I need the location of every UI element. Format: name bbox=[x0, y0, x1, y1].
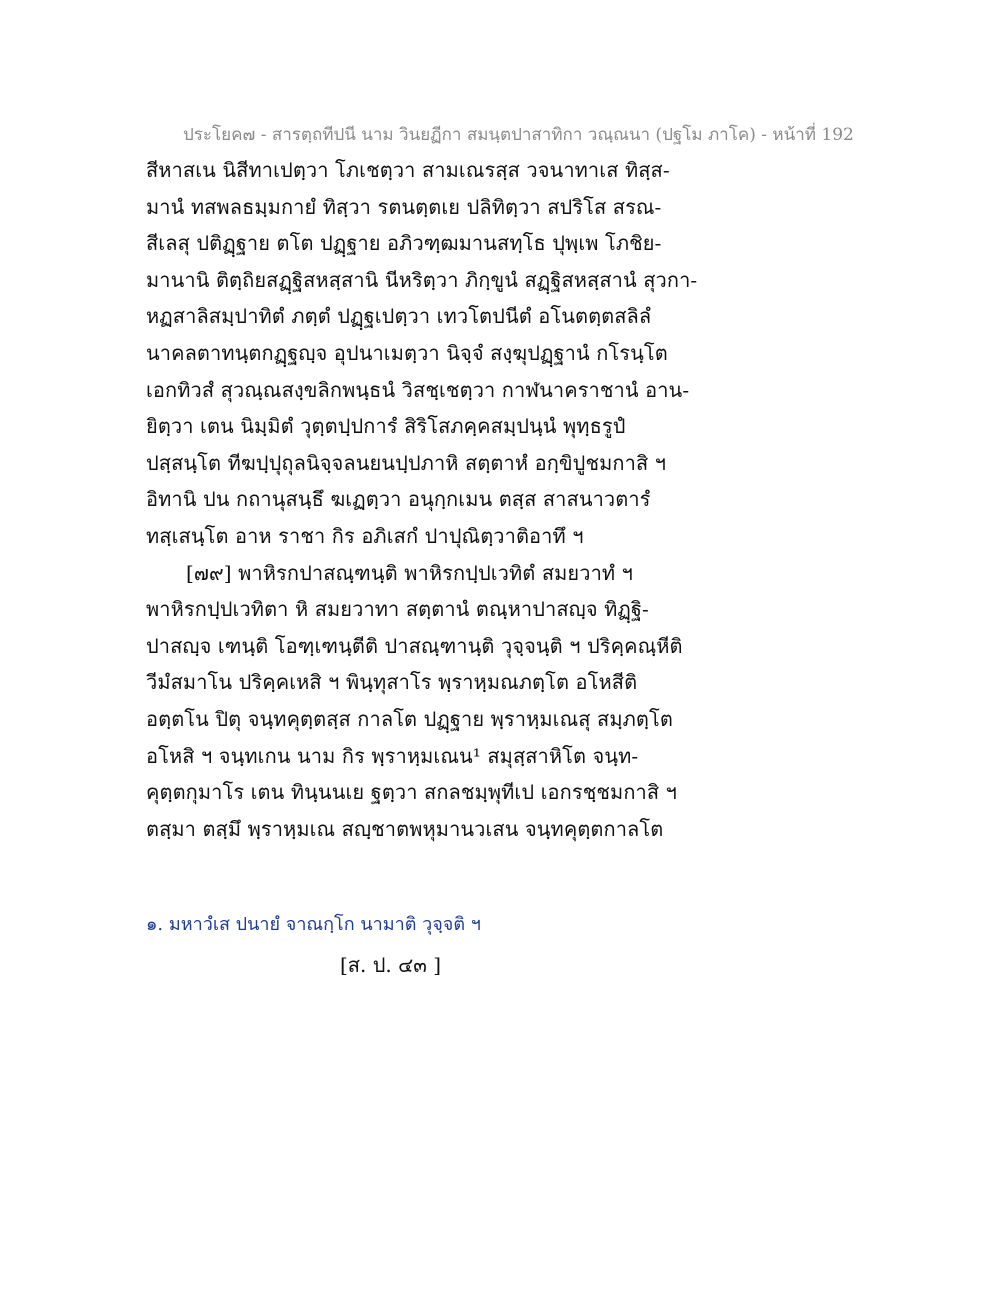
text-line: วีมํสมาโน ปริคฺคเหสิ ฯ พินฺทุสาโร พฺราหฺมณภตฺโต อโหสีติ bbox=[146, 670, 638, 695]
text-line: สีหาสเน นิสีทาเปตฺวา โภเชตฺวา สามเณรสฺส วจนาทาเส ทิสฺส- bbox=[146, 158, 670, 182]
text-line: เอกทิวสํ สุวณฺณสงฺขลิกพนฺธนํ วิสชฺเชตฺวา กาฬนาคราชานํ อาน- bbox=[146, 377, 690, 402]
body-text bbox=[146, 152, 706, 847]
page-reference: [ส. ป. ๔๓ ] bbox=[340, 953, 442, 977]
text-line: อโหสิ ฯ จนฺทเกน นาม กิร พฺราหฺมเณน¹ สมุสฺสาหิโต จนฺท- bbox=[146, 743, 639, 768]
text-line: พาหิรกปฺปเวทิตา หิ สมยวาทา สตฺตานํ ตณฺหาปาสญฺจ ทิฏฺฐิ- bbox=[146, 597, 649, 622]
text-line: มานานิ ติตฺถิยสฏฺฐิสหสฺสานิ นีหริตฺวา ภิกฺขูนํ สฏฺฐิสหสฺสานํ สุวกา- bbox=[146, 267, 698, 292]
running-header: ประโยค๗ - สารตฺถทีปนี นาม วินยฏีกา สมนฺตปาสาทิกา วณฺณนา (ปฐโม ภาโค) - หน้าที่ 192 bbox=[183, 125, 854, 145]
text-line: หฏสาลิสมฺปาทิตํ ภตฺตํ ปฏฺฐเปตฺวา เทวโตปนีตํ อโนตตฺตสลิลํ bbox=[146, 304, 652, 329]
text-line: อตฺตโน ปิตุ จนฺทคุตฺตสฺส กาลโต ปฏฺฐาย พฺราหฺมเณสุ สมฺภตฺโต bbox=[146, 706, 673, 731]
text-line: สีเลสุ ปติฏฺฐาย ตโต ปฏฺฐาย อภิวฑฺฒมานสทฺโธ ปุพฺเพ โภชิย- bbox=[146, 231, 662, 256]
text-line: มานํ ทสพลธมฺมกายํ ทิสฺวา รตนตฺตเย ปลิทิตฺวา สปริโส สรณ- bbox=[146, 194, 662, 219]
text-line: ปสฺสนฺโต ทีฆปฺปุถุลนิจฺจลนยนปฺปภาหิ สตฺตาหํ อกฺขิปูชมกาสิ ฯ bbox=[146, 450, 667, 475]
text-line: อิทานิ ปน กถานุสนฺธึ ฆเฏตฺวา อนุกฺกเมน ตสฺส สาสนาวตารํ bbox=[146, 487, 651, 512]
text-line: ตสฺมา ตสฺมึ พฺราหฺมเณ สญฺชาตพหุมานวเสน จนฺทคุตฺตกาลโต bbox=[146, 816, 664, 841]
text-line: ปาสญฺจ เฑนฺติ โอฑฺเฑนฺตีติ ปาสณฺฑานฺติ วุจฺจนฺติ ฯ ปริคฺคณฺหีติ bbox=[146, 633, 683, 658]
paragraph-start-line: [๗๙] พาหิรกปาสณฺฑนฺติ พาหิรกปฺปเวทิตํ สมยวาทํ ฯ bbox=[186, 560, 633, 585]
text-line: ยิตฺวา เตน นิมฺมิตํ วุตฺตปฺปการํ สิริโสภคฺคสมฺปนฺนํ พุทฺธรูปํ bbox=[146, 414, 626, 439]
footnote: ๑. มหาวํเส ปนายํ จาณกฺโก นามาติ วุจฺจติ ฯ bbox=[146, 914, 481, 935]
text-line: ทสฺเสนฺโต อาห ราชา กิร อภิเสกํ ปาปุณิตฺวาติอาทึ ฯ bbox=[146, 523, 584, 548]
text-line: นาคลตาทนฺตกฏฺฐญฺจ อุปนาเมตฺวา นิจฺจํ สงฺฆุปฏฺฐานํ กโรนฺโต bbox=[146, 340, 668, 365]
text-line: คุตฺตกุมาโร เตน ทินฺนนเย ฐตฺวา สกลชมฺพุทีเป เอกรชฺชมกาสิ ฯ bbox=[146, 780, 677, 805]
